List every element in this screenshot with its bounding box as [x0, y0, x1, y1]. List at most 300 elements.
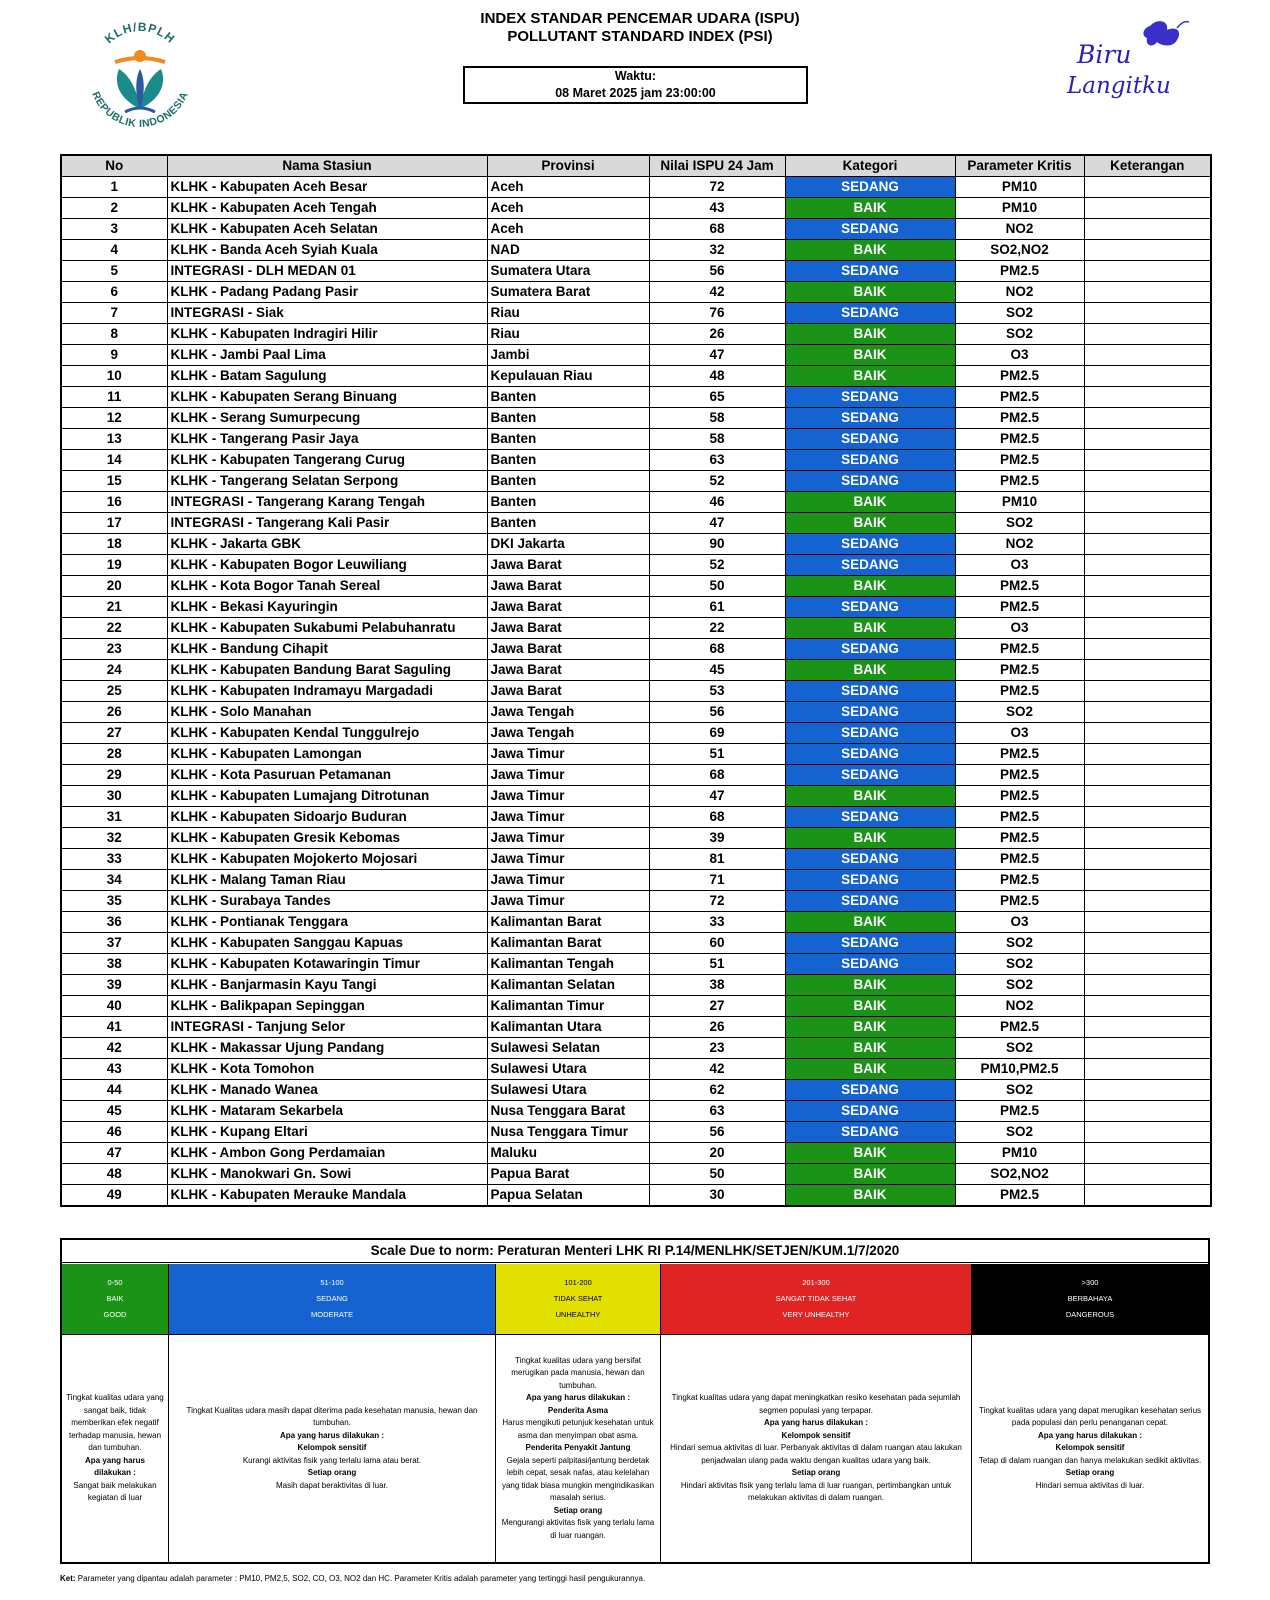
critical-parameter: PM10: [955, 1143, 1084, 1164]
svg-text:KLH/BPLH: KLH/BPLH: [101, 19, 179, 47]
category-badge: SEDANG: [785, 261, 955, 282]
notes: [1084, 639, 1211, 660]
ispu-value: 56: [649, 261, 785, 282]
notes: [1084, 1059, 1211, 1080]
table-row: [61, 933, 1211, 954]
station-name: KLHK - Kabupaten Bogor Leuwiliang: [167, 555, 487, 576]
row-no: 2: [61, 198, 167, 219]
critical-parameter: PM2.5: [955, 471, 1084, 492]
notes: [1084, 576, 1211, 597]
row-no: 34: [61, 870, 167, 891]
row-no: 3: [61, 219, 167, 240]
critical-parameter: PM2.5: [955, 1185, 1084, 1207]
critical-parameter: PM2.5: [955, 429, 1084, 450]
critical-parameter: PM2.5: [955, 597, 1084, 618]
station-name: KLHK - Kabupaten Sidoarjo Buduran: [167, 807, 487, 828]
category-badge: BAIK: [785, 660, 955, 681]
station-name: KLHK - Surabaya Tandes: [167, 891, 487, 912]
critical-parameter: O3: [955, 618, 1084, 639]
critical-parameter: PM2.5: [955, 681, 1084, 702]
category-badge: BAIK: [785, 366, 955, 387]
table-row: [61, 618, 1211, 639]
category-badge: SEDANG: [785, 807, 955, 828]
ispu-value: 58: [649, 408, 785, 429]
critical-parameter: PM10: [955, 198, 1084, 219]
category-badge: BAIK: [785, 1164, 955, 1185]
row-no: 17: [61, 513, 167, 534]
province: Papua Barat: [487, 1164, 649, 1185]
category-badge: SEDANG: [785, 303, 955, 324]
notes: [1084, 240, 1211, 261]
row-no: 22: [61, 618, 167, 639]
province: Jawa Timur: [487, 765, 649, 786]
category-badge: BAIK: [785, 912, 955, 933]
ispu-value: 43: [649, 198, 785, 219]
level-range: 101-200: [564, 1278, 592, 1287]
critical-parameter: PM2.5: [955, 576, 1084, 597]
table-row: [61, 702, 1211, 723]
category-badge: SEDANG: [785, 408, 955, 429]
row-no: 32: [61, 828, 167, 849]
critical-parameter: O3: [955, 345, 1084, 366]
col-header-station: Nama Stasiun: [167, 155, 487, 177]
row-no: 40: [61, 996, 167, 1017]
level-moderate: [169, 1264, 496, 1334]
station-name: KLHK - Banjarmasin Kayu Tangi: [167, 975, 487, 996]
svg-text:REPUBLIK INDONESIA: REPUBLIK INDONESIA: [89, 89, 191, 131]
station-name: KLHK - Kabupaten Gresik Kebomas: [167, 828, 487, 849]
table-row: [61, 177, 1211, 198]
ispu-value: 26: [649, 1017, 785, 1038]
notes: [1084, 870, 1211, 891]
station-name: KLHK - Solo Manahan: [167, 702, 487, 723]
col-header-critical-param: Parameter Kritis: [955, 155, 1084, 177]
station-name: KLHK - Kota Pasuruan Petamanan: [167, 765, 487, 786]
level-name-id: BAIK: [106, 1294, 124, 1303]
ispu-value: 60: [649, 933, 785, 954]
notes: [1084, 1038, 1211, 1059]
province: Jawa Tengah: [487, 702, 649, 723]
ispu-value: 63: [649, 1101, 785, 1122]
table-row: [61, 429, 1211, 450]
col-header-notes: Keterangan: [1084, 155, 1211, 177]
station-name: KLHK - Tangerang Pasir Jaya: [167, 429, 487, 450]
province: Sulawesi Selatan: [487, 1038, 649, 1059]
table-row: [61, 471, 1211, 492]
row-no: 36: [61, 912, 167, 933]
critical-parameter: SO2,NO2: [955, 240, 1084, 261]
category-badge: SEDANG: [785, 723, 955, 744]
notes: [1084, 660, 1211, 681]
ispu-value: 26: [649, 324, 785, 345]
row-no: 1: [61, 177, 167, 198]
critical-parameter: PM2.5: [955, 1017, 1084, 1038]
province: DKI Jakarta: [487, 534, 649, 555]
ispu-value: 38: [649, 975, 785, 996]
station-name: KLHK - Kabupaten Lamongan: [167, 744, 487, 765]
category-badge: SEDANG: [785, 429, 955, 450]
notes: [1084, 303, 1211, 324]
province: Kalimantan Barat: [487, 933, 649, 954]
critical-parameter: PM2.5: [955, 849, 1084, 870]
table-row: [61, 1059, 1211, 1080]
table-header-row: [61, 155, 1211, 177]
category-badge: SEDANG: [785, 1122, 955, 1143]
level-very-unhealthy: [661, 1264, 972, 1334]
notes: [1084, 765, 1211, 786]
ispu-table: [60, 154, 1212, 1207]
province: Nusa Tenggara Timur: [487, 1122, 649, 1143]
ispu-value: 39: [649, 828, 785, 849]
province: Jawa Timur: [487, 891, 649, 912]
station-name: KLHK - Kota Tomohon: [167, 1059, 487, 1080]
category-badge: BAIK: [785, 828, 955, 849]
province: Maluku: [487, 1143, 649, 1164]
station-name: KLHK - Tangerang Selatan Serpong: [167, 471, 487, 492]
category-badge: BAIK: [785, 975, 955, 996]
row-no: 19: [61, 555, 167, 576]
category-badge: SEDANG: [785, 639, 955, 660]
critical-parameter: PM2.5: [955, 744, 1084, 765]
notes: [1084, 975, 1211, 996]
station-name: KLHK - Kabupaten Kendal Tunggulrejo: [167, 723, 487, 744]
critical-parameter: SO2: [955, 954, 1084, 975]
row-no: 12: [61, 408, 167, 429]
ispu-value: 32: [649, 240, 785, 261]
critical-parameter: SO2: [955, 1122, 1084, 1143]
notes: [1084, 177, 1211, 198]
scale-descriptions: [62, 1335, 1208, 1562]
table-row: [61, 1185, 1211, 1207]
ispu-value: 72: [649, 891, 785, 912]
level-name-en: VERY UNHEALTHY: [782, 1310, 850, 1319]
table-row: [61, 660, 1211, 681]
title-line-2: POLLUTANT STANDARD INDEX (PSI): [507, 28, 773, 45]
ispu-value: 69: [649, 723, 785, 744]
notes: [1084, 618, 1211, 639]
category-badge: BAIK: [785, 240, 955, 261]
notes: [1084, 534, 1211, 555]
table-row: [61, 534, 1211, 555]
critical-parameter: PM10: [955, 177, 1084, 198]
category-badge: SEDANG: [785, 702, 955, 723]
ispu-value: 45: [649, 660, 785, 681]
category-badge: SEDANG: [785, 534, 955, 555]
table-row: [61, 807, 1211, 828]
row-no: 4: [61, 240, 167, 261]
critical-parameter: SO2,NO2: [955, 1164, 1084, 1185]
ispu-value: 68: [649, 639, 785, 660]
province: Banten: [487, 513, 649, 534]
notes: [1084, 219, 1211, 240]
row-no: 15: [61, 471, 167, 492]
province: Kalimantan Barat: [487, 912, 649, 933]
province: Banten: [487, 492, 649, 513]
province: Banten: [487, 429, 649, 450]
table-row: [61, 1101, 1211, 1122]
province: Jawa Barat: [487, 681, 649, 702]
province: Kalimantan Utara: [487, 1017, 649, 1038]
klh-bplh-logo: [75, 14, 205, 134]
province: Jawa Timur: [487, 849, 649, 870]
province: Sulawesi Utara: [487, 1059, 649, 1080]
row-no: 20: [61, 576, 167, 597]
ispu-value: 56: [649, 1122, 785, 1143]
critical-parameter: PM2.5: [955, 366, 1084, 387]
station-name: KLHK - Bandung Cihapit: [167, 639, 487, 660]
critical-parameter: SO2: [955, 513, 1084, 534]
table-row: [61, 303, 1211, 324]
col-header-ispu: Nilai ISPU 24 Jam: [649, 155, 785, 177]
station-name: INTEGRASI - Siak: [167, 303, 487, 324]
category-badge: BAIK: [785, 1185, 955, 1207]
critical-parameter: PM2.5: [955, 1101, 1084, 1122]
critical-parameter: PM2.5: [955, 786, 1084, 807]
notes: [1084, 345, 1211, 366]
level-range: 201-300: [802, 1278, 830, 1287]
table-row: [61, 555, 1211, 576]
province: Aceh: [487, 177, 649, 198]
level-range: 0-50: [107, 1278, 123, 1287]
notes: [1084, 324, 1211, 345]
province: Riau: [487, 324, 649, 345]
category-badge: BAIK: [785, 618, 955, 639]
province: Sumatera Utara: [487, 261, 649, 282]
station-name: KLHK - Kupang Eltari: [167, 1122, 487, 1143]
critical-parameter: PM10,PM2.5: [955, 1059, 1084, 1080]
table-row: [61, 975, 1211, 996]
province: Jawa Barat: [487, 660, 649, 681]
table-row: [61, 576, 1211, 597]
row-no: 6: [61, 282, 167, 303]
category-badge: BAIK: [785, 513, 955, 534]
province: Sumatera Barat: [487, 282, 649, 303]
table-row: [61, 198, 1211, 219]
category-badge: BAIK: [785, 576, 955, 597]
critical-parameter: PM2.5: [955, 450, 1084, 471]
station-name: KLHK - Padang Padang Pasir: [167, 282, 487, 303]
category-badge: BAIK: [785, 345, 955, 366]
row-no: 5: [61, 261, 167, 282]
station-name: KLHK - Balikpapan Sepinggan: [167, 996, 487, 1017]
row-no: 29: [61, 765, 167, 786]
station-name: INTEGRASI - Tangerang Kali Pasir: [167, 513, 487, 534]
ispu-value: 56: [649, 702, 785, 723]
notes: [1084, 681, 1211, 702]
province: Jawa Barat: [487, 576, 649, 597]
notes: [1084, 702, 1211, 723]
row-no: 11: [61, 387, 167, 408]
notes: [1084, 555, 1211, 576]
table-row: [61, 681, 1211, 702]
station-name: KLHK - Serang Sumurpecung: [167, 408, 487, 429]
station-name: KLHK - Batam Sagulung: [167, 366, 487, 387]
province: Jawa Barat: [487, 597, 649, 618]
critical-parameter: SO2: [955, 1080, 1084, 1101]
category-badge: BAIK: [785, 1143, 955, 1164]
province: NAD: [487, 240, 649, 261]
row-no: 24: [61, 660, 167, 681]
table-row: [61, 849, 1211, 870]
critical-parameter: PM10: [955, 492, 1084, 513]
station-name: KLHK - Kabupaten Aceh Tengah: [167, 198, 487, 219]
critical-parameter: SO2: [955, 975, 1084, 996]
station-name: KLHK - Kabupaten Aceh Besar: [167, 177, 487, 198]
row-no: 41: [61, 1017, 167, 1038]
table-row: [61, 450, 1211, 471]
critical-parameter: SO2: [955, 702, 1084, 723]
category-badge: SEDANG: [785, 450, 955, 471]
ispu-value: 62: [649, 1080, 785, 1101]
row-no: 9: [61, 345, 167, 366]
row-no: 14: [61, 450, 167, 471]
province: Jambi: [487, 345, 649, 366]
ispu-value: 53: [649, 681, 785, 702]
notes: [1084, 828, 1211, 849]
station-name: KLHK - Jambi Paal Lima: [167, 345, 487, 366]
category-badge: BAIK: [785, 786, 955, 807]
province: Aceh: [487, 219, 649, 240]
table-row: [61, 261, 1211, 282]
ispu-value: 68: [649, 765, 785, 786]
ispu-value: 71: [649, 870, 785, 891]
station-name: KLHK - Mataram Sekarbela: [167, 1101, 487, 1122]
notes: [1084, 282, 1211, 303]
province: Banten: [487, 471, 649, 492]
table-row: [61, 240, 1211, 261]
notes: [1084, 744, 1211, 765]
notes: [1084, 1164, 1211, 1185]
notes: [1084, 429, 1211, 450]
category-badge: SEDANG: [785, 849, 955, 870]
notes: [1084, 891, 1211, 912]
notes: [1084, 786, 1211, 807]
ispu-value: 51: [649, 954, 785, 975]
critical-parameter: PM2.5: [955, 408, 1084, 429]
notes: [1084, 408, 1211, 429]
province: Jawa Barat: [487, 618, 649, 639]
brand-line-2: Langitku: [1067, 73, 1171, 99]
level-name-en: MODERATE: [311, 1310, 353, 1319]
table-row: [61, 597, 1211, 618]
ispu-value: 20: [649, 1143, 785, 1164]
province: Jawa Timur: [487, 870, 649, 891]
notes: [1084, 387, 1211, 408]
ispu-value: 33: [649, 912, 785, 933]
notes: [1084, 996, 1211, 1017]
category-badge: SEDANG: [785, 219, 955, 240]
level-range: 51-100: [320, 1278, 344, 1287]
row-no: 48: [61, 1164, 167, 1185]
critical-parameter: O3: [955, 723, 1084, 744]
critical-parameter: PM2.5: [955, 891, 1084, 912]
category-badge: BAIK: [785, 1038, 955, 1059]
category-badge: SEDANG: [785, 744, 955, 765]
station-name: KLHK - Banda Aceh Syiah Kuala: [167, 240, 487, 261]
title-line-1: INDEX STANDAR PENCEMAR UDARA (ISPU): [480, 10, 800, 27]
table-row: [61, 1122, 1211, 1143]
level-name-id: BERBAHAYA: [1067, 1294, 1113, 1303]
critical-parameter: PM2.5: [955, 261, 1084, 282]
time-box: [463, 66, 808, 104]
time-label: Waktu:: [614, 69, 657, 83]
ispu-value: 22: [649, 618, 785, 639]
table-row: [61, 1038, 1211, 1059]
critical-parameter: O3: [955, 555, 1084, 576]
row-no: 38: [61, 954, 167, 975]
station-name: KLHK - Pontianak Tenggara: [167, 912, 487, 933]
critical-parameter: PM2.5: [955, 639, 1084, 660]
table-row: [61, 1164, 1211, 1185]
notes: [1084, 1080, 1211, 1101]
notes: [1084, 933, 1211, 954]
table-row: [61, 1080, 1211, 1101]
ispu-value: 65: [649, 387, 785, 408]
notes: [1084, 1017, 1211, 1038]
province: Aceh: [487, 198, 649, 219]
notes: [1084, 366, 1211, 387]
notes: [1084, 1122, 1211, 1143]
table-row: [61, 324, 1211, 345]
level-dangerous: [972, 1264, 1208, 1334]
row-no: 16: [61, 492, 167, 513]
notes: [1084, 849, 1211, 870]
desc-very-unhealthy: Tingkat kualitas udara yang dapat meningkatkan resiko kesehatan pada sejumlah segmen populasi yang terpapar. Apa yang harus dilakukan : Kelompok sensitif Hindari semua aktivitas di luar. Perbanyak aktivitas di dalam ruangan atau lakukan penjadwalan ulang pada waktu dengan kualitas udara yang baik. Setiap orang Hindari aktivitas fisik yang terlalu lama di luar ruangan, pertimbangkan untuk melakukan aktivitas di dalam ruangan.: [661, 1335, 972, 1562]
row-no: 44: [61, 1080, 167, 1101]
notes: [1084, 1143, 1211, 1164]
desc-dangerous: Tingkat kualitas udara yang dapat merugikan kesehatan serius pada populasi dan perlu penanganan cepat. Apa yang harus dilakukan : Kelompok sensitif Tetap di dalam ruangan dan hanya melakukan sedikit aktivitas. Setiap orang Hindari semua aktivitas di luar.: [978, 1405, 1202, 1490]
ispu-value: 27: [649, 996, 785, 1017]
category-badge: SEDANG: [785, 387, 955, 408]
desc-unhealthy: Tingkat kualitas udara yang bersifat merugikan pada manusia, hewan dan tumbuhan. Apa yang harus dilakukan : Penderita Asma Harus mengikuti petunjuk kesehatan untuk asma dan menyimpan obat asma. Penderita Penyakit Jantung Gejala seperti palpitasi/jantung berdetak lebih cepat, sesak nafas, atau kelelahan yang tidak biasa mungkin mengindikasikan masalah serius. Setiap orang Mengurangi aktivitas fisik yang terlalu lama di luar ruangan.: [496, 1335, 661, 1562]
category-badge: BAIK: [785, 282, 955, 303]
notes: [1084, 471, 1211, 492]
col-header-no: No: [61, 155, 167, 177]
ispu-value: 42: [649, 1059, 785, 1080]
table-row: [61, 912, 1211, 933]
notes: [1084, 261, 1211, 282]
station-name: KLHK - Manado Wanea: [167, 1080, 487, 1101]
row-no: 49: [61, 1185, 167, 1207]
desc-good: Tingkat kualitas udara yang sangat baik, tidak memberikan efek negatif terhadap manusia, hewan dan tumbuhan. Apa yang harus dilakukan : Sangat baik melakukan kegiatan di luar: [62, 1335, 169, 1562]
ispu-value: 46: [649, 492, 785, 513]
table-row: [61, 492, 1211, 513]
station-name: KLHK - Kabupaten Indragiri Hilir: [167, 324, 487, 345]
province: Kalimantan Selatan: [487, 975, 649, 996]
category-badge: BAIK: [785, 198, 955, 219]
province: Banten: [487, 450, 649, 471]
ispu-value: 68: [649, 219, 785, 240]
category-badge: BAIK: [785, 1017, 955, 1038]
table-row: [61, 828, 1211, 849]
table-row: [61, 366, 1211, 387]
category-badge: SEDANG: [785, 555, 955, 576]
category-badge: BAIK: [785, 324, 955, 345]
ispu-value: 50: [649, 1164, 785, 1185]
critical-parameter: SO2: [955, 324, 1084, 345]
table-row: [61, 723, 1211, 744]
row-no: 47: [61, 1143, 167, 1164]
row-no: 27: [61, 723, 167, 744]
ispu-value: 47: [649, 345, 785, 366]
scale-levels: [62, 1264, 1208, 1335]
province: Kepulauan Riau: [487, 366, 649, 387]
station-name: KLHK - Kabupaten Merauke Mandala: [167, 1185, 487, 1207]
province: Sulawesi Utara: [487, 1080, 649, 1101]
station-name: KLHK - Kabupaten Serang Binuang: [167, 387, 487, 408]
table-row: [61, 387, 1211, 408]
province: Riau: [487, 303, 649, 324]
